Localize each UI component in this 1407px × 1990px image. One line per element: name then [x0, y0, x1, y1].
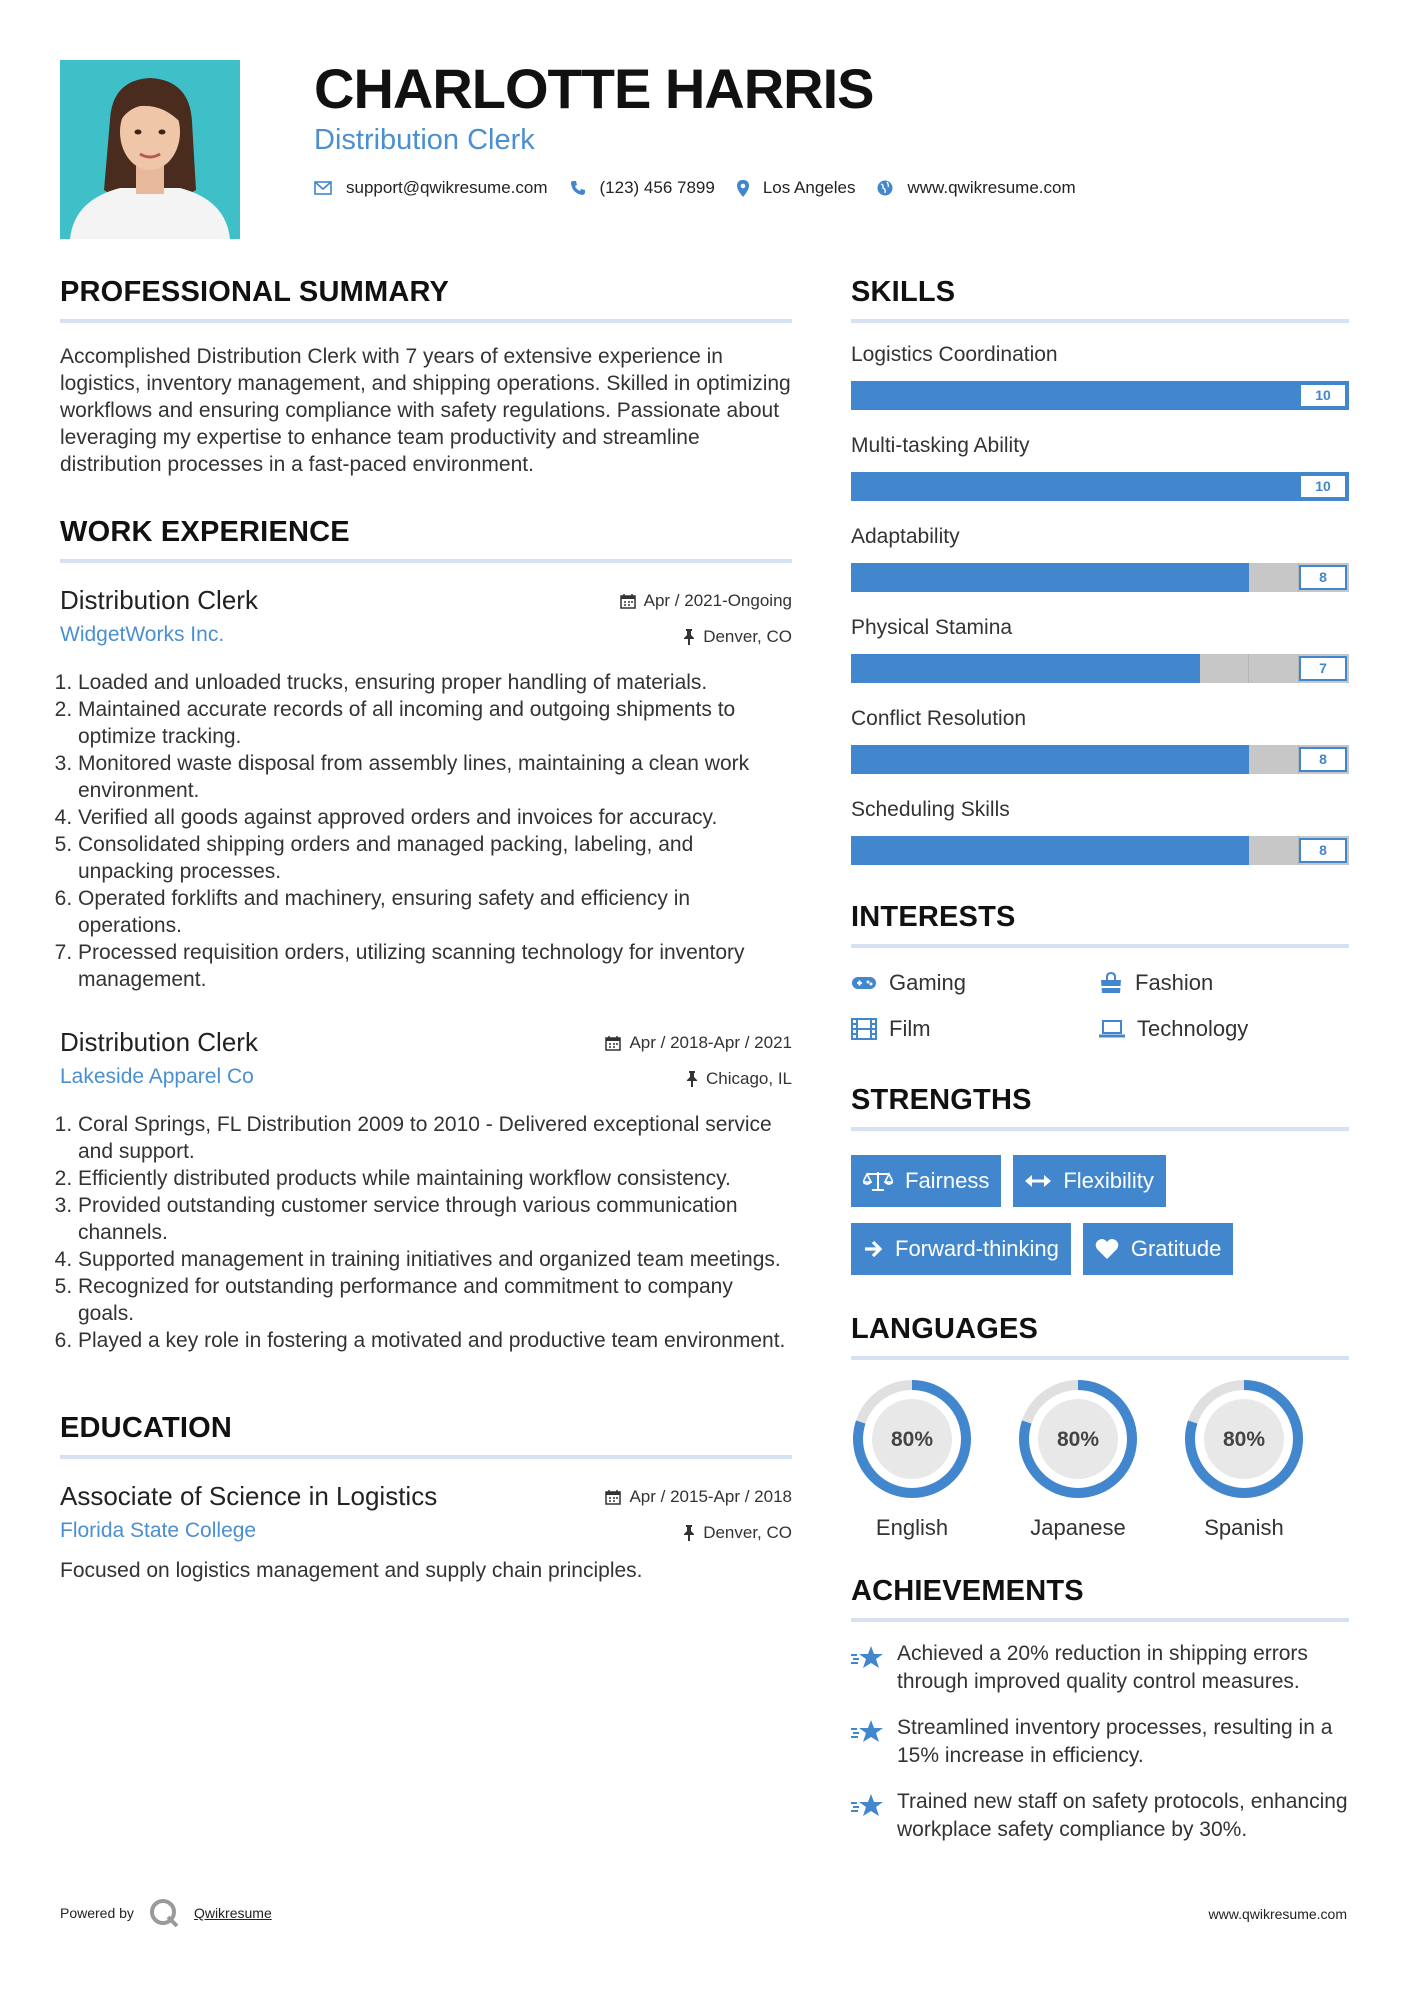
interest-item [1099, 970, 1349, 996]
job-date [605, 1033, 792, 1053]
language-proficiency-ring [1183, 1378, 1305, 1500]
pushpin-icon [686, 1071, 698, 1087]
skill-name: Adaptability [851, 525, 960, 548]
achievement-item [851, 1640, 1349, 1696]
footer-branding [60, 1897, 272, 1929]
profile-photo [60, 60, 240, 239]
job-location-text: Chicago, IL [706, 1069, 792, 1088]
strength-label: Gratitude [1130, 1236, 1222, 1261]
school-name: Florida State College [60, 1519, 257, 1542]
language-name: Japanese [1030, 1515, 1126, 1540]
interest-item [1099, 1016, 1349, 1042]
contact-phone-text: (123) 456 7899 [599, 178, 715, 197]
contact-website-text: www.qwikresume.com [907, 178, 1076, 197]
language-item [851, 1378, 973, 1541]
right-column [851, 276, 1349, 1844]
job-date-text: Apr / 2018-Apr / 2021 [629, 1033, 792, 1052]
language-item [1017, 1378, 1139, 1541]
globe-icon [877, 180, 893, 196]
arrow-right-icon [863, 1239, 883, 1259]
shopping-bag-icon [1099, 972, 1123, 994]
job-duties [60, 669, 792, 993]
pushpin-icon [683, 629, 695, 645]
education-description: Focused on logistics management and supply chain principles. [60, 1559, 643, 1582]
job-company: WidgetWorks Inc. [60, 623, 225, 646]
calendar-icon [605, 1489, 621, 1505]
list-item: 1. Coral Springs, FL Distribution 2009 to 2010 - Delivered exceptional service and support. [78, 1111, 792, 1165]
education-entry [60, 1481, 792, 1584]
strength-label: Flexibility [1063, 1168, 1154, 1193]
list-item: 5. Consolidated shipping orders and managed packing, labeling, and unpacking processes. [78, 831, 792, 885]
list-item: 3. Provided outstanding customer service through various communication channels. [78, 1192, 792, 1246]
skill-name: Physical Stamina [851, 616, 1013, 639]
job-location-text: Denver, CO [703, 627, 792, 646]
achievements-heading: ACHIEVEMENTS [851, 1575, 1349, 1622]
trophy-star-icon [851, 1644, 885, 1672]
map-marker-icon [737, 180, 749, 197]
experience-heading: WORK EXPERIENCE [60, 516, 792, 563]
skill-level-fill [851, 472, 1349, 501]
balance-scale-icon [863, 1170, 893, 1192]
job-duties [60, 1111, 792, 1354]
interests-heading: INTERESTS [851, 901, 1349, 948]
skill-level-badge: 8 [1299, 565, 1347, 590]
job-title: Distribution Clerk [60, 585, 258, 615]
skill-level-segment [851, 836, 1299, 865]
language-name: Spanish [1204, 1515, 1284, 1540]
skill-level-bar [851, 563, 1349, 592]
brand-link[interactable]: Qwikresume [193, 1905, 272, 1921]
list-item: 2. Maintained accurate records of all incoming and outgoing shipments to optimize tracking. [78, 696, 792, 750]
skills-heading: SKILLS [851, 276, 1349, 323]
phone-icon [570, 180, 586, 196]
skill-name: Multi-tasking Ability [851, 434, 1030, 457]
skill-name: Logistics Coordination [851, 343, 1058, 366]
strength-label: Fairness [905, 1168, 990, 1193]
education-date-text: Apr / 2015-Apr / 2018 [629, 1487, 792, 1506]
achievement-text: Streamlined inventory processes, resulting in a 15% increase in efficiency. [897, 1716, 1333, 1767]
list-item: 6. Played a key role in fostering a motivated and productive team environment. [78, 1327, 792, 1354]
left-column [60, 276, 792, 1584]
contact-email[interactable] [314, 178, 548, 198]
skill-item [851, 616, 1349, 683]
achievement-text: Achieved a 20% reduction in shipping errors through improved quality control measures. [897, 1642, 1308, 1693]
education-date [605, 1487, 792, 1507]
list-item: 1. Loaded and unloaded trucks, ensuring proper handling of materials. [78, 669, 792, 696]
strength-label: Forward-thinking [895, 1236, 1059, 1261]
list-item: 3. Monitored waste disposal from assembly lines, maintaining a clean work environment. [78, 750, 792, 804]
strength-tag [1083, 1223, 1234, 1275]
qwikresume-logo-icon [148, 1897, 180, 1929]
skill-level-segment [851, 745, 1299, 774]
list-item: 4. Supported management in training initiatives and organized team meetings. [78, 1246, 792, 1273]
skill-level-bar [851, 472, 1349, 501]
candidate-title: Distribution Clerk [314, 124, 535, 156]
skill-level-badge: 10 [1299, 474, 1347, 499]
summary-text: Accomplished Distribution Clerk with 7 years of extensive experience in logistics, inventory management, and shipping operations. Skilled in optimizing workflows and ensuring compliance with safety regulations. Passionate about leveraging my expertise to enhance team productivity and streamline distribution processes in a fast-paced environment. [60, 345, 791, 476]
language-item [1183, 1378, 1305, 1541]
skill-item [851, 434, 1349, 501]
interests-list [851, 970, 1349, 1042]
job-location [683, 627, 792, 647]
job-entry [60, 585, 792, 993]
interest-item [851, 1016, 1099, 1042]
strength-tag [1013, 1155, 1165, 1207]
footer-website[interactable]: www.qwikresume.com [1208, 1906, 1347, 1922]
person-portrait-icon [60, 60, 240, 239]
interest-item [851, 970, 1099, 996]
strength-tag [851, 1223, 1071, 1275]
calendar-icon [620, 593, 636, 609]
job-company: Lakeside Apparel Co [60, 1065, 254, 1088]
achievement-text: Trained new staff on safety protocols, enhancing workplace safety compliance by 30%. [897, 1790, 1348, 1841]
language-percent: 80% [1222, 1428, 1266, 1451]
list-item: 2. Efficiently distributed products while maintaining workflow consistency. [78, 1165, 792, 1192]
job-date-text: Apr / 2021-Ongoing [643, 591, 792, 610]
trophy-star-icon [851, 1718, 885, 1746]
skill-name: Conflict Resolution [851, 707, 1027, 730]
strengths-heading: STRENGTHS [851, 1084, 1349, 1131]
skill-level-segment [851, 654, 1299, 683]
trophy-star-icon [851, 1792, 885, 1820]
gamepad-icon [851, 975, 877, 991]
skill-item [851, 707, 1349, 774]
achievement-item [851, 1788, 1349, 1844]
skill-item [851, 525, 1349, 592]
education-heading: EDUCATION [60, 1412, 792, 1459]
skill-item [851, 343, 1349, 410]
pushpin-icon [683, 1525, 695, 1541]
skill-level-segment [851, 563, 1299, 592]
languages-heading: LANGUAGES [851, 1313, 1349, 1360]
language-proficiency-ring [851, 1378, 973, 1500]
job-title: Distribution Clerk [60, 1027, 258, 1057]
arrows-horizontal-icon [1025, 1174, 1051, 1188]
skill-level-bar [851, 654, 1349, 683]
skill-level-badge: 10 [1299, 383, 1347, 408]
interest-label: Fashion [1135, 970, 1214, 995]
language-name: English [875, 1515, 949, 1540]
job-date [620, 591, 792, 611]
contact-email-text: support@qwikresume.com [346, 178, 548, 197]
skill-level-bar [851, 745, 1349, 774]
film-icon [851, 1018, 877, 1040]
job-entry [60, 1027, 792, 1354]
skill-item [851, 798, 1349, 865]
skill-name: Scheduling Skills [851, 798, 1010, 821]
skills-list [851, 343, 1349, 865]
skill-level-bar [851, 381, 1349, 410]
interest-label: Gaming [889, 970, 967, 995]
summary-heading: PROFESSIONAL SUMMARY [60, 276, 792, 323]
interest-label: Film [889, 1016, 931, 1041]
skill-level-bar [851, 836, 1349, 865]
contact-bar [314, 178, 1098, 198]
envelope-icon [314, 181, 332, 195]
strengths-list [851, 1155, 1349, 1275]
language-percent: 80% [1056, 1428, 1100, 1451]
heart-icon [1095, 1238, 1119, 1260]
contact-website[interactable] [877, 178, 1075, 198]
language-proficiency-ring [1017, 1378, 1139, 1500]
skill-level-badge: 7 [1299, 656, 1347, 681]
list-item: 7. Processed requisition orders, utilizing scanning technology for inventory management. [78, 939, 792, 993]
candidate-name: CHARLOTTE HARRIS [314, 57, 874, 120]
list-item: 6. Operated forklifts and machinery, ensuring safety and efficiency in operations. [78, 885, 792, 939]
interest-label: Technology [1137, 1016, 1249, 1041]
languages-list [851, 1378, 1349, 1541]
education-location [683, 1523, 792, 1543]
skill-level-badge: 8 [1299, 747, 1347, 772]
contact-location [737, 178, 856, 198]
job-location [686, 1069, 792, 1089]
powered-by-text: Powered by [60, 1905, 134, 1921]
calendar-icon [605, 1035, 621, 1051]
achievement-item [851, 1714, 1349, 1770]
contact-phone[interactable] [570, 178, 715, 198]
skill-level-badge: 8 [1299, 838, 1347, 863]
skill-level-fill [851, 381, 1349, 410]
education-location-text: Denver, CO [703, 1523, 792, 1542]
contact-location-text: Los Angeles [762, 178, 856, 197]
list-item: 4. Verified all goods against approved orders and invoices for accuracy. [78, 804, 792, 831]
degree-title: Associate of Science in Logistics [60, 1481, 438, 1511]
achievements-list [851, 1640, 1349, 1844]
strength-tag [851, 1155, 1001, 1207]
language-percent: 80% [890, 1428, 934, 1451]
list-item: 5. Recognized for outstanding performance and commitment to company goals. [78, 1273, 792, 1327]
laptop-icon [1099, 1020, 1125, 1038]
